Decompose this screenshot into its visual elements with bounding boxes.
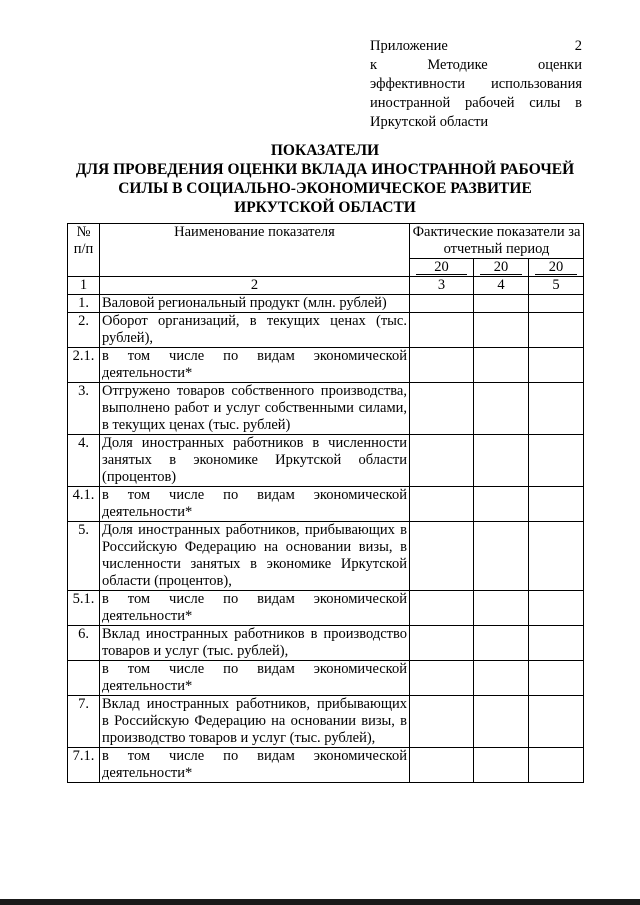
row-indicator-name: в том числе по видам экономической деятельности* xyxy=(100,487,410,522)
row-indicator-name: Вклад иностранных работников в производство товаров и услуг (тыс. рублей), xyxy=(100,626,410,661)
row-number xyxy=(68,661,100,696)
row-indicator-name: в том числе по видам экономической деятельности* xyxy=(100,591,410,626)
value-cell[interactable] xyxy=(410,696,474,748)
title-line: СИЛЫ В СОЦИАЛЬНО-ЭКОНОМИЧЕСКОЕ РАЗВИТИЕ xyxy=(118,180,532,197)
value-cell[interactable] xyxy=(529,748,584,783)
table-row xyxy=(68,313,584,348)
value-cell[interactable] xyxy=(410,348,474,383)
column-numbers-row xyxy=(68,277,584,295)
row-number: 4.1. xyxy=(68,487,100,522)
value-cell[interactable] xyxy=(474,435,529,487)
row-number: 7. xyxy=(68,696,100,748)
value-cell[interactable] xyxy=(474,383,529,435)
row-number: 5.1. xyxy=(68,591,100,626)
col-number: 1 xyxy=(68,277,100,295)
value-cell[interactable] xyxy=(410,661,474,696)
table-header-row xyxy=(68,224,584,259)
table-row xyxy=(68,435,584,487)
title-line: ПОКАЗАТЕЛИ xyxy=(270,142,380,159)
document-title xyxy=(60,141,590,217)
table-row xyxy=(68,295,584,313)
row-indicator-name: Отгружено товаров собственного производства, выполнено работ и услуг собственными силами, в текущих ценах (тыс. рублей) xyxy=(100,383,410,435)
col-number: 3 xyxy=(410,277,474,295)
value-cell[interactable] xyxy=(410,383,474,435)
value-cell[interactable] xyxy=(529,295,584,313)
value-cell[interactable] xyxy=(474,591,529,626)
row-number: 2. xyxy=(68,313,100,348)
row-indicator-name: Доля иностранных работников в численности занятых в экономике Иркутской области (процентов) xyxy=(100,435,410,487)
title-line: ИРКУТСКОЙ ОБЛАСТИ xyxy=(234,199,416,216)
appendix-note xyxy=(370,37,582,132)
appendix-line: Приложение 2 xyxy=(370,38,582,54)
appendix-line: к Методике оценки xyxy=(370,57,582,73)
col-number: 5 xyxy=(529,277,584,295)
title-line: ДЛЯ ПРОВЕДЕНИЯ ОЦЕНКИ ВКЛАДА ИНОСТРАННОЙ РАБОЧЕЙ xyxy=(75,161,575,178)
table-row xyxy=(68,383,584,435)
value-cell[interactable] xyxy=(474,696,529,748)
table-row xyxy=(68,487,584,522)
value-cell[interactable] xyxy=(474,295,529,313)
row-indicator-name: в том числе по видам экономической деятельности* xyxy=(100,748,410,783)
row-indicator-name: Доля иностранных работников, прибывающих в Российскую Федерацию на основании визы, в численности занятых в экономике Иркутской области (процентов), xyxy=(100,522,410,591)
header-num: № п/п xyxy=(68,224,100,277)
value-cell[interactable] xyxy=(410,313,474,348)
year-cell: 20 xyxy=(474,259,529,277)
value-cell[interactable] xyxy=(474,626,529,661)
value-cell[interactable] xyxy=(474,313,529,348)
row-number: 6. xyxy=(68,626,100,661)
row-indicator-name: Вклад иностранных работников, прибывающих в Российскую Федерацию на основании визы, в производство товаров и услуг (тыс. рублей), xyxy=(100,696,410,748)
appendix-line: эффективности использования xyxy=(370,76,582,92)
value-cell[interactable] xyxy=(474,661,529,696)
table-row xyxy=(68,591,584,626)
value-cell[interactable] xyxy=(410,522,474,591)
value-cell[interactable] xyxy=(410,748,474,783)
row-indicator-name: в том числе по видам экономической деятельности* xyxy=(100,348,410,383)
row-number: 7.1. xyxy=(68,748,100,783)
value-cell[interactable] xyxy=(529,626,584,661)
table-row xyxy=(68,348,584,383)
year-cell: 20 xyxy=(529,259,584,277)
appendix-line: иностранной рабочей силы в xyxy=(370,95,582,111)
value-cell[interactable] xyxy=(410,295,474,313)
value-cell[interactable] xyxy=(529,313,584,348)
row-number: 3. xyxy=(68,383,100,435)
value-cell[interactable] xyxy=(474,348,529,383)
row-number: 4. xyxy=(68,435,100,487)
row-indicator-name: в том числе по видам экономической деятельности* xyxy=(100,661,410,696)
value-cell[interactable] xyxy=(529,487,584,522)
value-cell[interactable] xyxy=(529,383,584,435)
table-row xyxy=(68,522,584,591)
value-cell[interactable] xyxy=(529,661,584,696)
table-row xyxy=(68,661,584,696)
table-row xyxy=(68,696,584,748)
value-cell[interactable] xyxy=(529,435,584,487)
row-number: 1. xyxy=(68,295,100,313)
value-cell[interactable] xyxy=(529,348,584,383)
year-cell: 20 xyxy=(410,259,474,277)
appendix-line: Иркутской области xyxy=(370,114,489,130)
value-cell[interactable] xyxy=(410,435,474,487)
scan-edge-border xyxy=(0,899,640,905)
header-period: Фактические показатели за отчетный период xyxy=(410,224,584,259)
value-cell[interactable] xyxy=(529,591,584,626)
table-row xyxy=(68,748,584,783)
value-cell[interactable] xyxy=(474,522,529,591)
row-indicator-name: Валовой региональный продукт (млн. рублей) xyxy=(100,295,410,313)
value-cell[interactable] xyxy=(529,696,584,748)
col-number: 2 xyxy=(100,277,410,295)
value-cell[interactable] xyxy=(410,626,474,661)
value-cell[interactable] xyxy=(410,487,474,522)
value-cell[interactable] xyxy=(474,487,529,522)
indicators-table xyxy=(67,223,584,783)
row-indicator-name: Оборот организаций, в текущих ценах (тыс. рублей), xyxy=(100,313,410,348)
value-cell[interactable] xyxy=(410,591,474,626)
col-number: 4 xyxy=(474,277,529,295)
header-name: Наименование показателя xyxy=(100,224,410,277)
value-cell[interactable] xyxy=(474,748,529,783)
row-number: 2.1. xyxy=(68,348,100,383)
table-row xyxy=(68,626,584,661)
row-number: 5. xyxy=(68,522,100,591)
value-cell[interactable] xyxy=(529,522,584,591)
